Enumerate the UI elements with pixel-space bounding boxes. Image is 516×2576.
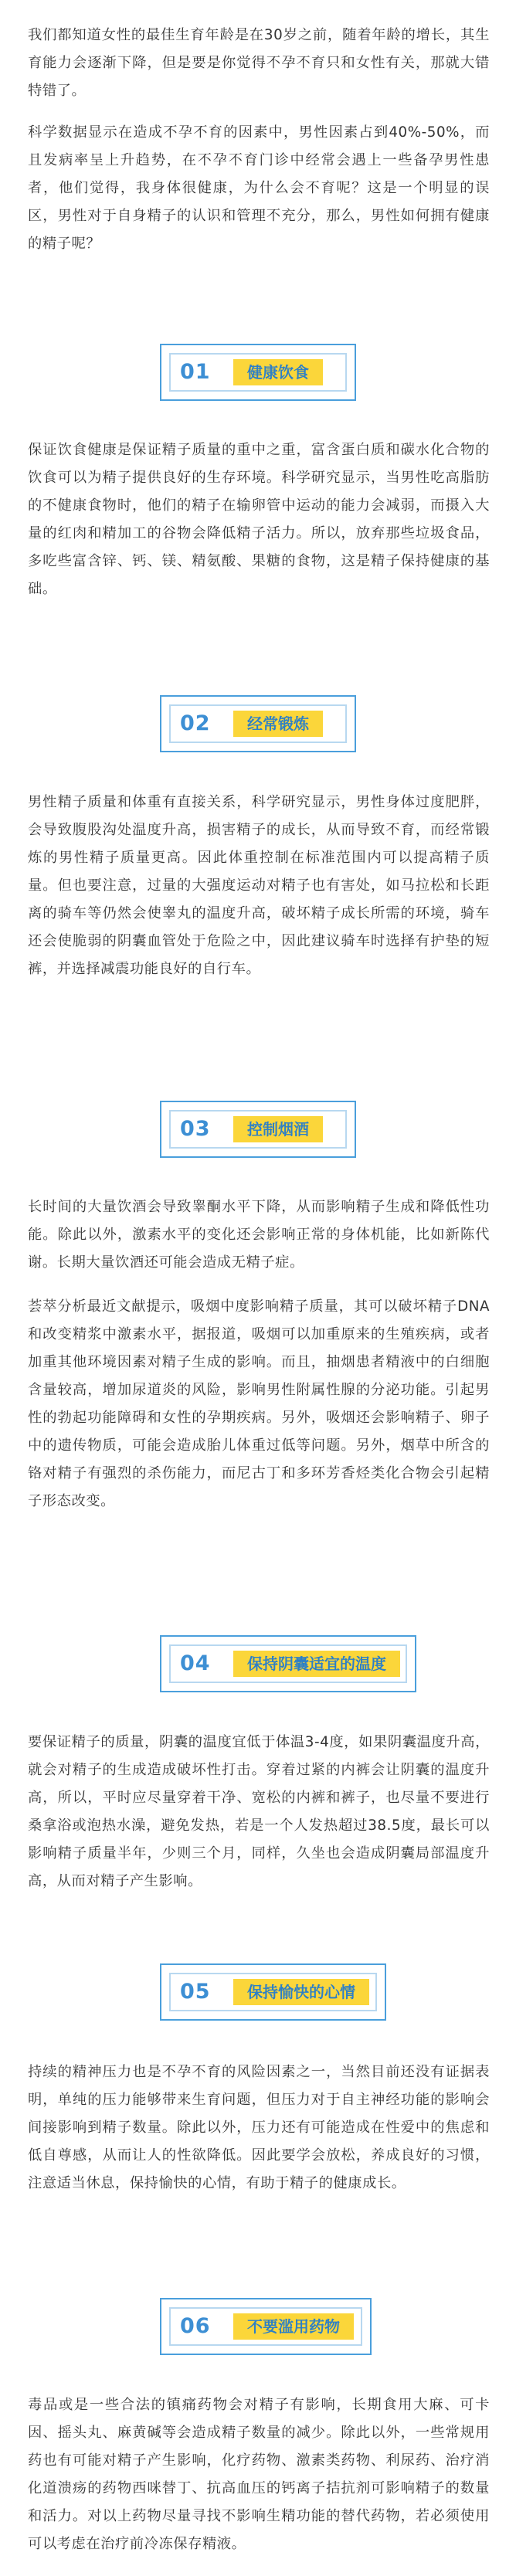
- section-heading-06: [160, 2298, 372, 2355]
- section-03-paragraph-2: 荟萃分析最近文献提示，吸烟中度影响精子质量，其可以破坏精子DNA和改变精浆中激素水平，据报道，吸烟可以加重原来的生殖疾病，或者加重其他环境因素对精子生成的影响。而且，抽烟患者精液中的白细胞含量较高，增加尿道炎的风险，影响男性附属性腺的分泌功能。引起男性的勃起功能障碍和女性的孕期疾病。另外，吸烟还会影响精子、卵子中的遗传物质，可能会造成胎儿体重过低等问题。另外，烟草中所含的铬对精子有强烈的杀伤能力，而尼古丁和多环芳香烃类化合物会引起精子形态改变。: [28, 1298, 490, 1509]
- section-03-paragraph-1: 长时间的大量饮酒会导致睾酮水平下降，从而影响精子生成和降低性功能。除此以外，激素水平的变化还会影响正常的身体机能，比如新陈代谢。长期大量饮酒还可能会造成无精子症。: [28, 1199, 490, 1271]
- section-title: 保持阴囊适宜的温度: [233, 1651, 400, 1677]
- section-title: 健康饮食: [233, 359, 323, 385]
- section-number: 02: [180, 711, 211, 735]
- section-heading-05: [160, 1963, 386, 2021]
- section-number: 05: [180, 1980, 211, 2004]
- section-title: 控制烟酒: [233, 1116, 323, 1142]
- section-number: 04: [180, 1651, 211, 1675]
- section-heading-01: [160, 344, 356, 401]
- section-title: 不要滥用药物: [233, 2313, 354, 2340]
- section-number: 01: [180, 360, 211, 384]
- section-number: 06: [180, 2314, 211, 2338]
- section-05-paragraph-1: 持续的精神压力也是不孕不育的风险因素之一，当然目前还没有证据表明，单纯的压力能够带来生育问题，但压力对于自主神经功能的影响会间接影响到精子数量。除此以外，压力还有可能造成在性爱中的焦虑和低自尊感，从而让人的性欲降低。因此要学会放松，养成良好的习惯，注意适当休息，保持愉快的心情，有助于精子的健康成长。: [28, 2064, 490, 2191]
- section-06-paragraph-1: 毒品或是一些合法的镇痛药物会对精子有影响，长期食用大麻、可卡因、摇头丸、麻黄碱等会造成精子数量的减少。除此以外，一些常规用药也有可能对精子产生影响，化疗药物、激素类药物、利尿药、治疗消化道溃疡的药物西咪替丁、抗高血压的钙离子拮抗剂可影响精子的数量和活力。对以上药物尽量寻找不影响生精功能的替代药物，若必须使用可以考虑在治疗前冷冻保存精液。: [28, 2397, 490, 2552]
- section-01-paragraph-1: 保证饮食健康是保证精子质量的重中之重，富含蛋白质和碳水化合物的饮食可以为精子提供良好的生存环境。科学研究显示，当男性吃高脂肪的不健康食物时，他们的精子在输卵管中运动的能力会减弱，而摄入大量的红肉和精加工的谷物会降低精子活力。所以，放弃那些垃圾食品，多吃些富含锌、钙、镁、精氨酸、果糖的食物，这是精子保持健康的基础。: [28, 442, 490, 597]
- intro-paragraph-1: 我们都知道女性的最佳生育年龄是在30岁之前，随着年龄的增长，其生育能力会逐渐下降，但是要是你觉得不孕不育只和女性有关，那就大错特错了。: [28, 27, 490, 99]
- section-number: 03: [180, 1117, 211, 1141]
- section-heading-03: [160, 1101, 356, 1158]
- intro-paragraph-2: 科学数据显示在造成不孕不育的因素中，男性因素占到40%-50%，而且发病率呈上升趋势，在不孕不育门诊中经常会遇上一些备孕男性患者，他们觉得，我身体很健康，为什么会不育呢？这是一个明显的误区，男性对于自身精子的认识和管理不充分，那么，男性如何拥有健康的精子呢？: [28, 124, 490, 252]
- section-heading-04: [160, 1635, 416, 1692]
- section-04-paragraph-1: 要保证精子的质量，阴囊的温度宜低于体温3-4度，如果阴囊温度升高，就会对精子的生成造成破坏性打击。穿着过紧的内裤会让阴囊的温度升高，所以，平时应尽量穿着干净、宽松的内裤和裤子，也尽量不要进行桑拿浴或泡热水澡，避免发热，若是一个人发热超过38.5度，最长可以影响精子质量半年，少则三个月，同样，久坐也会造成阴囊局部温度升高，从而对精子产生影响。: [28, 1734, 490, 1889]
- section-02-paragraph-1: 男性精子质量和体重有直接关系，科学研究显示，男性身体过度肥胖，会导致腹股沟处温度升高，损害精子的成长，从而导致不育，而经常锻炼的男性精子质量更高。因此体重控制在标准范围内可以提高精子质量。但也要注意，过量的大强度运动对精子也有害处，如马拉松和长距离的骑车等仍然会使睾丸的温度升高，破坏精子成长所需的环境，骑车还会使脆弱的阴囊血管处于危险之中，因此建议骑车时选择有护垫的短裤，并选择减震功能良好的自行车。: [28, 794, 490, 977]
- section-title: 经常锻炼: [233, 711, 323, 737]
- section-heading-02: [160, 695, 356, 752]
- section-title: 保持愉快的心情: [233, 1979, 369, 2005]
